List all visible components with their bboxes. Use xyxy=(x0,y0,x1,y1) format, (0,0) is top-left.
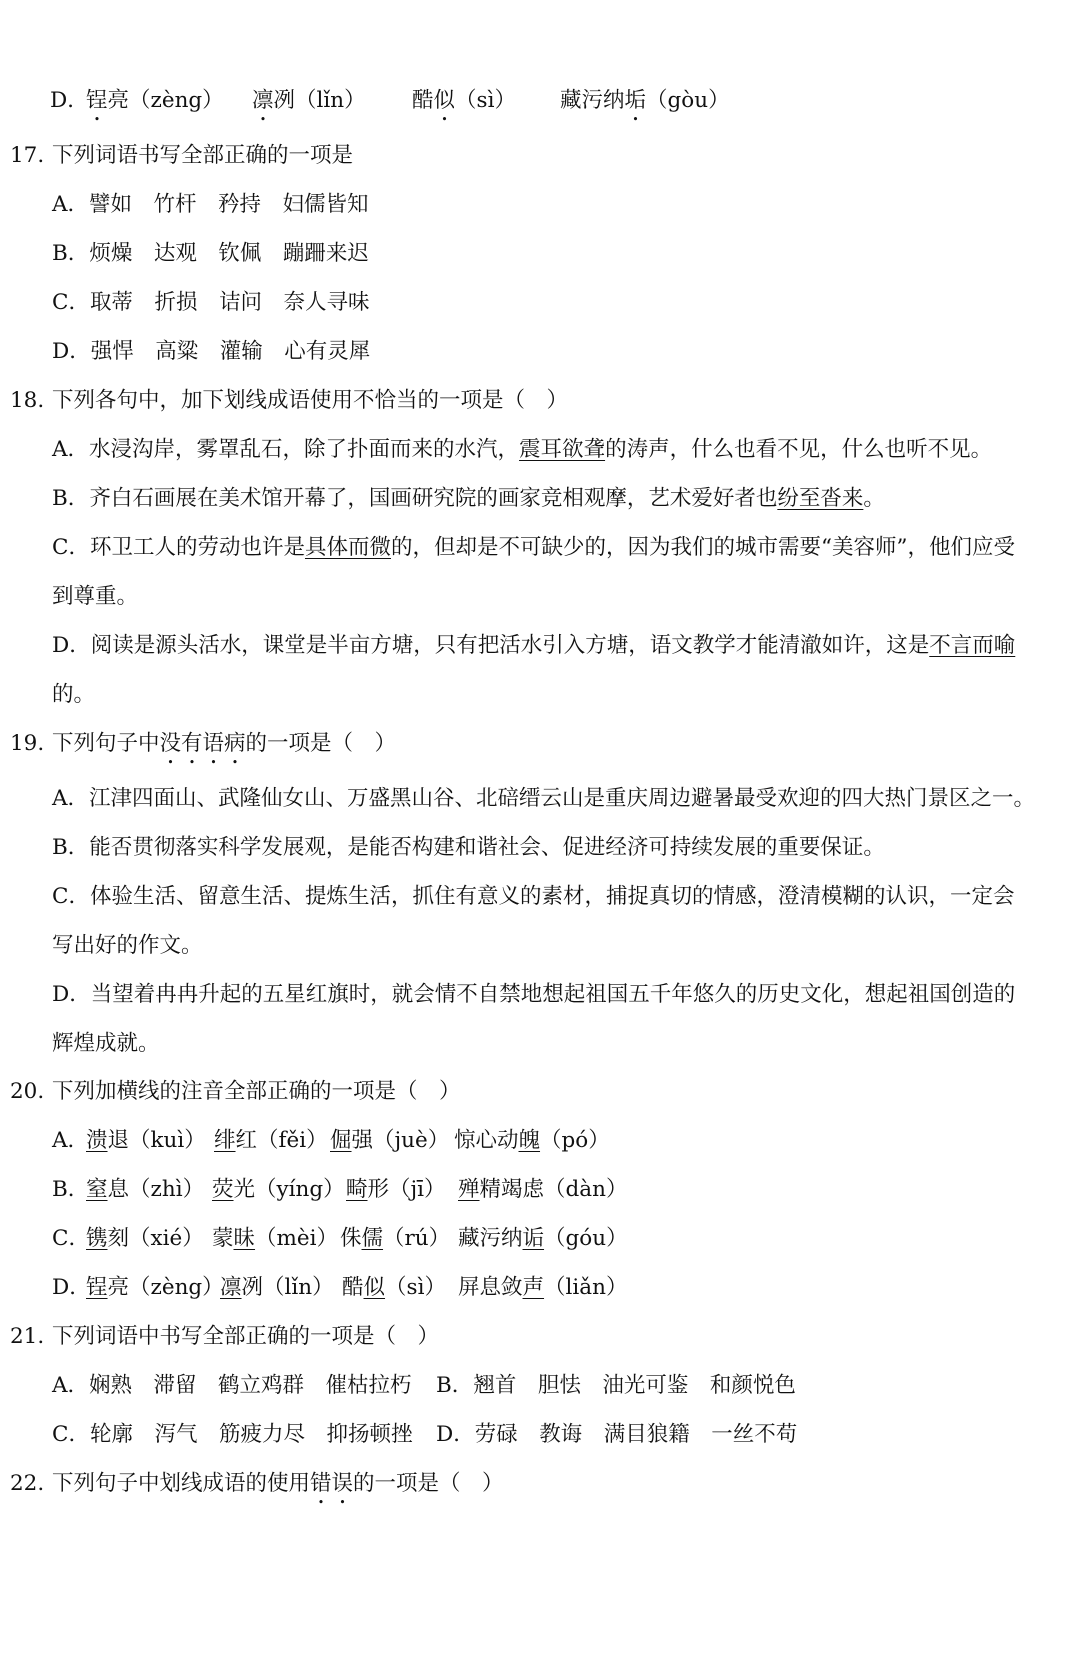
option-text: B．能否贯彻落实科学发展观，是能否构建和谐社会、促进经济可持续发展的重要保证。 xyxy=(52,835,885,860)
question-text: 下列加横线的注音全部正确的一项是（ ） xyxy=(52,1079,461,1104)
q20-a-item-3: 倔强（juè） xyxy=(330,1128,450,1153)
q20-a-item-1: 溃退（kuì） xyxy=(86,1128,206,1153)
q16-d-item-2: 凛冽（lǐn） xyxy=(252,88,366,113)
q21-option-c: C．轮廓 泻气 筋疲力尽 抑扬顿挫 xyxy=(52,1422,413,1447)
underlined-idiom: 纷至沓来 xyxy=(777,486,864,511)
option-label: B． xyxy=(52,1177,90,1202)
option-text: D．阅读是源头活水，课堂是半亩方塘，只有把活水引入方塘，语文教学才能清澈如许，这是不言而喻 xyxy=(52,633,1016,658)
q21-option-a: A．娴熟 滞留 鹤立鸡群 催枯拉朽 xyxy=(52,1373,412,1398)
option-text: A．譬如 竹杆 矜持 妇儒皆知 xyxy=(52,192,369,217)
option-label: D． xyxy=(52,1275,91,1300)
option-text: C．体验生活、留意生活、提炼生活，抓住有意义的素材，捕捉真切的情感，澄清模糊的认识，一定会 xyxy=(52,884,1015,909)
question-text: 下列词语书写全部正确的一项是 xyxy=(52,143,354,168)
option-text-continued: 辉煌成就。 xyxy=(52,1031,160,1056)
q21-option-b: B．翘首 胆怯 油光可鉴 和颜悦色 xyxy=(436,1373,796,1398)
underlined-idiom: 具体而微 xyxy=(304,535,391,560)
q20-c-item-4: 藏污纳诟（góu） xyxy=(458,1226,628,1251)
underlined-idiom: 不言而喻 xyxy=(929,633,1016,658)
option-text: D．当望着冉冉升起的五星红旗时，就会情不自禁地想起祖国五千年悠久的历史文化，想起祖国创造的 xyxy=(52,982,1016,1007)
option-text: C．取蒂 折损 诘问 奈人寻味 xyxy=(52,290,370,315)
question-text: 下列句子中没有语病的一项是（ ） xyxy=(52,731,397,756)
q21-option-d: D．劳碌 教诲 满目狼籍 一丝不苟 xyxy=(436,1422,798,1447)
q20-b-item-1: 窒息（zhì） xyxy=(86,1177,205,1202)
q20-d-item-1: 锃亮（zèng） xyxy=(86,1275,224,1300)
q20-d-item-4: 屏息敛声（liǎn） xyxy=(458,1275,628,1300)
q20-b-item-4: 殚精竭虑（dàn） xyxy=(458,1177,628,1202)
option-text: C．环卫工人的劳动也许是具体而微的，但却是不可缺少的，因为我们的城市需要“美容师”，他们应受 xyxy=(52,535,1015,560)
q20-a-item-2: 绯红（fěi） xyxy=(214,1128,328,1153)
question-text: 下列句子中划线成语的使用错误的一项是（ ） xyxy=(52,1471,504,1496)
q20-d-item-2: 凛冽（lǐn） xyxy=(220,1275,334,1300)
option-label: C． xyxy=(52,1226,90,1251)
option-label: D． xyxy=(50,88,89,113)
q20-c-item-2: 蒙昧（mèi） xyxy=(212,1226,339,1251)
q20-a-item-4: 惊心动魄（pó） xyxy=(454,1128,610,1153)
q20-c-item-3: 侏儒（rú） xyxy=(340,1226,451,1251)
option-label: A． xyxy=(52,1128,90,1153)
question-number: 19. xyxy=(10,731,45,756)
q16-d-item-4: 藏污纳垢（gòu） xyxy=(560,88,730,113)
option-text-continued: 到尊重。 xyxy=(52,584,139,609)
question-text: 下列词语中书写全部正确的一项是（ ） xyxy=(52,1324,440,1349)
q16-d-item-3: 酷似（sì） xyxy=(412,88,516,113)
underlined-idiom: 震耳欲聋 xyxy=(519,437,606,462)
q20-c-item-1: 镌刻（xié） xyxy=(86,1226,204,1251)
question-text: 下列各句中，加下划线成语使用不恰当的一项是（ ） xyxy=(52,388,569,413)
q16-d-item-1: 锃亮（zèng） xyxy=(86,88,224,113)
option-text-continued: 写出好的作文。 xyxy=(52,933,203,958)
q20-b-item-3: 畸形（jī） xyxy=(346,1177,446,1202)
option-text: D．强悍 高粱 灌输 心有灵犀 xyxy=(52,339,371,364)
emphasis-dots: 错误 xyxy=(310,1471,354,1496)
option-text: A．水浸沟岸，雾罩乱石，除了扑面而来的水汽，震耳欲聋的涛声，什么也看不见，什么也听不见。 xyxy=(52,437,993,462)
question-number: 22. xyxy=(10,1471,45,1496)
q20-b-item-2: 荧光（yíng） xyxy=(212,1177,345,1202)
question-number: 20. xyxy=(10,1079,45,1104)
option-text: A．江津四面山、武隆仙女山、万盛黑山谷、北碚缙云山是重庆周边避暑最受欢迎的四大热门景区之一。 xyxy=(52,786,1036,811)
option-text-continued: 的。 xyxy=(52,682,96,707)
option-text: B．烦燥 达观 钦佩 蹦跚来迟 xyxy=(52,241,369,266)
question-number: 17. xyxy=(10,143,45,168)
q20-d-item-3: 酷似（sì） xyxy=(342,1275,446,1300)
emphasis-dots: 没有语病 xyxy=(159,731,246,756)
question-number: 21. xyxy=(10,1324,45,1349)
option-text: B．齐白石画展在美术馆开幕了，国画研究院的画家竞相观摩，艺术爱好者也纷至沓来。 xyxy=(52,486,885,511)
question-number: 18. xyxy=(10,388,45,413)
